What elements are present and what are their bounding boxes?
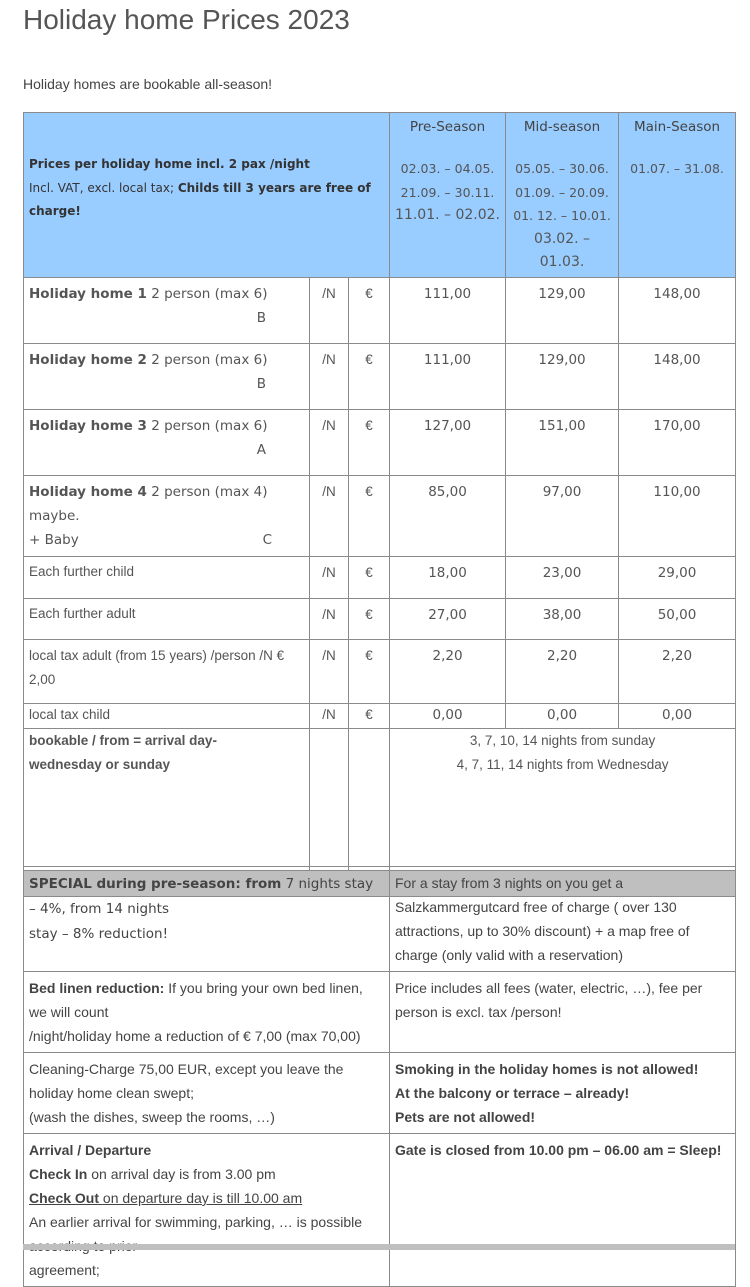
intro-text: Holiday homes are bookable all-season!: [23, 76, 273, 92]
info-row: [24, 972, 736, 1053]
bookable-label: bookable / from = arrival day- wednesday or sunday: [24, 728, 310, 870]
extra-label: local tax adult (from 15 years) /person /N € 2,00: [24, 639, 310, 703]
home-category: A: [256, 441, 266, 458]
price-main: 148,00: [619, 343, 736, 409]
price-pre: 127,00: [390, 409, 506, 475]
home-desc: 2 person (max 6): [151, 417, 268, 434]
linen-cell: [24, 972, 390, 1053]
smoking-rule: Smoking in the holiday homes is not allowed!: [395, 1061, 699, 1077]
season-main: [619, 113, 736, 278]
cleaning-text: Cleaning-Charge 75,00 EUR, except you leave the holiday home clean swept;: [29, 1061, 344, 1101]
header-row: [24, 113, 736, 278]
price-mid: 151,00: [506, 409, 619, 475]
early-arrival-text2: agreement;: [29, 1262, 100, 1278]
currency-cell: €: [349, 556, 390, 598]
empty-cell: [310, 728, 349, 870]
linen-text2: /night/holiday home a reduction of € 7,00 (max 70,00): [29, 1028, 361, 1044]
price-pre: 27,00: [390, 598, 506, 639]
season-date: 01. 12. – 10.01.: [513, 208, 611, 223]
price-main: 110,00: [619, 475, 736, 556]
checkout-bold: Check Out: [29, 1190, 100, 1206]
price-pre: 85,00: [390, 475, 506, 556]
table-row: [24, 409, 736, 475]
home-cell: [24, 343, 310, 409]
early-arrival-text: An earlier arrival for swimming, parking, … is possible: [29, 1214, 362, 1230]
checkout-line: [29, 1186, 384, 1210]
cleaning-cell: [24, 1053, 390, 1134]
home-name: Holiday home 1: [29, 285, 147, 302]
checkin-text: on arrival day is from 3.00 pm: [91, 1166, 276, 1182]
price-mid: 0,00: [506, 703, 619, 728]
price-main: 148,00: [619, 277, 736, 343]
header-label-bold: Prices per holiday home incl. 2 pax /night: [29, 157, 310, 171]
home-cell: [24, 475, 310, 556]
checkout-text: on departure day is till 10.00 am: [102, 1190, 303, 1206]
checkin-line: [29, 1162, 384, 1186]
season-date: 21.09. – 30.11.: [400, 184, 495, 200]
linen-bold: Bed linen reduction:: [29, 980, 165, 996]
home-cell: [24, 277, 310, 343]
home-name: Holiday home 4: [29, 483, 147, 500]
checkin-bold: Check In: [29, 1166, 88, 1182]
cleaning-text2: (wash the dishes, sweep the rooms, …): [29, 1109, 275, 1125]
linen-text: If you bring your own bed linen, we will count: [29, 980, 363, 1020]
price-main: 170,00: [619, 409, 736, 475]
home-desc: 2 person (max 4) maybe.: [29, 483, 268, 524]
info-row: [24, 1053, 736, 1134]
table-row: [24, 703, 736, 728]
currency-cell: €: [349, 598, 390, 639]
table-row: [24, 475, 736, 556]
empty-cell: [349, 728, 390, 870]
info-row: [24, 867, 736, 972]
season-mid: [506, 113, 619, 278]
unit-cell: /N: [310, 703, 349, 728]
table-row: [24, 556, 736, 598]
season-date: 05.05. – 30.06.: [515, 161, 609, 176]
extra-label: Each further adult: [24, 598, 310, 639]
special-cell: [24, 867, 390, 972]
home-category: B: [256, 375, 266, 392]
season-date: 11.01. – 02.02.: [395, 207, 501, 223]
home-desc2: + Baby: [29, 531, 79, 548]
price-table: [23, 112, 736, 897]
bookable-nights: [390, 728, 736, 870]
price-pre: 111,00: [390, 343, 506, 409]
season-pre: [390, 113, 506, 278]
currency-cell: €: [349, 277, 390, 343]
bookable-line2: 4, 7, 11, 14 nights from Wednesday: [456, 756, 669, 772]
header-label-bold2: Childs till 3 years are free of charge!: [29, 180, 371, 218]
table-row: [24, 277, 736, 343]
price-main: 0,00: [619, 703, 736, 728]
currency-cell: €: [349, 343, 390, 409]
unit-cell: /N: [310, 409, 349, 475]
home-category: C: [262, 531, 272, 548]
home-desc: 2 person (max 6): [151, 285, 268, 302]
price-main: 29,00: [619, 556, 736, 598]
price-mid: 38,00: [506, 598, 619, 639]
pets-rule: Pets are not allowed!: [395, 1109, 536, 1125]
home-name: Holiday home 3: [29, 417, 147, 434]
currency-cell: €: [349, 409, 390, 475]
home-desc: 2 person (max 6): [151, 351, 268, 368]
unit-cell: /N: [310, 556, 349, 598]
price-mid: 129,00: [506, 277, 619, 343]
page-title: Holiday home Prices 2023: [23, 4, 350, 35]
price-main: 50,00: [619, 598, 736, 639]
season-name: Main-Season: [633, 119, 721, 135]
table-row: [24, 639, 736, 703]
special-text: 7 nights stay – 4%, from 14 nights: [29, 876, 374, 917]
info-row: [24, 1134, 736, 1287]
price-mid: 2,20: [506, 639, 619, 703]
season-date: 01.07. – 31.08.: [630, 161, 724, 176]
header-label-normal: Incl. VAT, excl. local tax;: [29, 180, 174, 195]
home-category: B: [256, 309, 266, 326]
table-row: [24, 343, 736, 409]
unit-cell: /N: [310, 277, 349, 343]
unit-cell: /N: [310, 598, 349, 639]
fees-cell: Price includes all fees (water, electric, …), fee per person is excl. tax /person!: [390, 972, 736, 1053]
price-mid: 23,00: [506, 556, 619, 598]
season-date: 02.03. – 04.05.: [400, 161, 495, 176]
unit-cell: /N: [310, 639, 349, 703]
season-date: 03.02. – 01.03.: [534, 230, 591, 270]
bottom-separator: [23, 1244, 735, 1250]
balcony-rule: At the balcony or terrace – already!: [395, 1085, 630, 1101]
season-name: Mid-season: [523, 119, 601, 135]
rules-cell: [390, 1053, 736, 1134]
salzkammergut-cell: For a stay from 3 nights on you get a Salzkammergutcard free of charge ( over 130 attractions, up to 30% discount) + a map free of charge (only valid with a reservation): [390, 867, 736, 972]
price-pre: 111,00: [390, 277, 506, 343]
price-pre: 18,00: [390, 556, 506, 598]
price-pre: 2,20: [390, 639, 506, 703]
price-main: 2,20: [619, 639, 736, 703]
special-text2: stay – 8% reduction!: [29, 926, 169, 942]
season-name: Pre-Season: [409, 119, 486, 135]
extra-label: local tax child: [24, 703, 310, 728]
arrival-cell: [24, 1134, 390, 1287]
price-mid: 129,00: [506, 343, 619, 409]
season-date: 01.09. – 20.09.: [515, 184, 609, 200]
unit-cell: /N: [310, 475, 349, 556]
price-mid: 97,00: [506, 475, 619, 556]
bookable-line1: 3, 7, 10, 14 nights from sunday: [469, 732, 656, 748]
price-pre: 0,00: [390, 703, 506, 728]
home-cell: [24, 409, 310, 475]
extra-label: Each further child: [24, 556, 310, 598]
gate-cell: Gate is closed from 10.00 pm – 06.00 am = Sleep!: [390, 1134, 736, 1287]
unit-cell: /N: [310, 343, 349, 409]
arrival-title: Arrival / Departure: [29, 1142, 152, 1158]
currency-cell: €: [349, 703, 390, 728]
table-row: [24, 598, 736, 639]
currency-cell: €: [349, 639, 390, 703]
table-row: [24, 728, 736, 870]
currency-cell: €: [349, 475, 390, 556]
home-name: Holiday home 2: [29, 351, 147, 368]
special-bold: SPECIAL during pre-season: from: [29, 876, 282, 892]
info-table: [23, 866, 736, 1287]
header-label-cell: [24, 113, 390, 278]
